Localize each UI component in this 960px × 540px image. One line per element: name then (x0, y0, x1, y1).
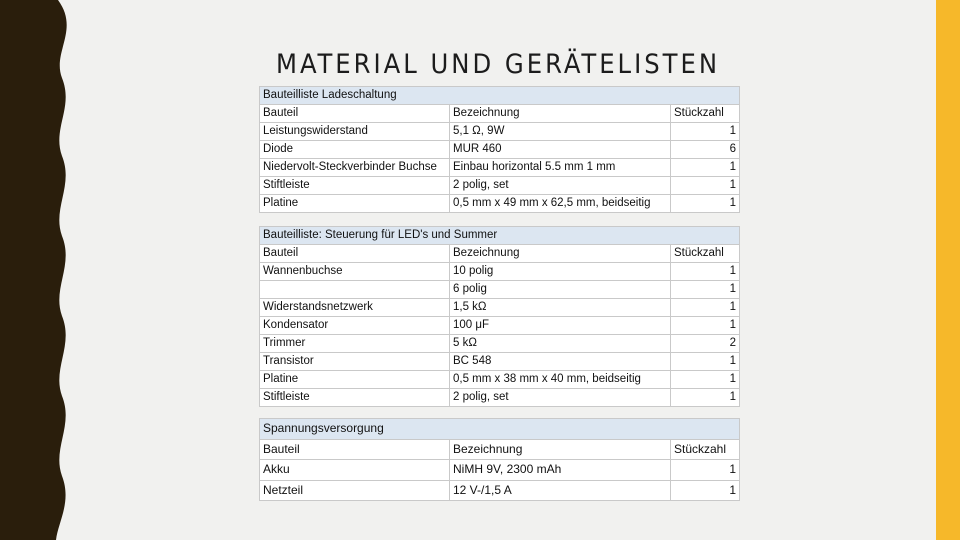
cell-stueckzahl: 1 (671, 299, 740, 317)
column-header: Bauteil (260, 439, 450, 460)
table-row (260, 317, 740, 335)
cell-bezeichnung: 0,5 mm x 38 mm x 40 mm, beidseitig (450, 371, 671, 389)
table-row (260, 281, 740, 299)
cell-stueckzahl: 1 (671, 195, 740, 213)
cell-bauteil: Transistor (260, 353, 450, 371)
table-header-row (260, 245, 740, 263)
table-header-row (260, 439, 740, 460)
cell-stueckzahl: 1 (671, 177, 740, 195)
cell-bezeichnung: 2 polig, set (450, 389, 671, 407)
table-row (260, 460, 740, 481)
table-row (260, 177, 740, 195)
cell-bezeichnung: 2 polig, set (450, 177, 671, 195)
wavy-left-decoration (0, 0, 72, 540)
table-caption-row (260, 87, 740, 105)
column-header: Bezeichnung (450, 439, 671, 460)
parts-table-power-supply (259, 418, 739, 501)
cell-bezeichnung: BC 548 (450, 353, 671, 371)
parts-table-charging-circuit (259, 86, 739, 213)
table-caption: Bauteilliste: Steuerung für LED's und Summer (260, 227, 740, 245)
cell-bezeichnung: MUR 460 (450, 141, 671, 159)
cell-bauteil (260, 281, 450, 299)
parts-table (259, 86, 740, 213)
cell-bauteil: Stiftleiste (260, 177, 450, 195)
table-caption-row (260, 419, 740, 440)
cell-bauteil: Netzteil (260, 480, 450, 501)
cell-bauteil: Wannenbuchse (260, 263, 450, 281)
cell-bezeichnung: 100 μF (450, 317, 671, 335)
column-header: Bauteil (260, 245, 450, 263)
accent-bar (936, 0, 960, 540)
table-row (260, 195, 740, 213)
cell-bezeichnung: 5 kΩ (450, 335, 671, 353)
column-header: Stückzahl (671, 439, 740, 460)
cell-bauteil: Akku (260, 460, 450, 481)
cell-stueckzahl: 1 (671, 371, 740, 389)
parts-table (259, 226, 740, 407)
column-header: Bezeichnung (450, 245, 671, 263)
parts-table-led-buzzer-control (259, 226, 739, 407)
cell-stueckzahl: 1 (671, 281, 740, 299)
cell-bezeichnung: 5,1 Ω, 9W (450, 123, 671, 141)
table-row (260, 371, 740, 389)
cell-stueckzahl: 1 (671, 123, 740, 141)
table-row (260, 389, 740, 407)
cell-bauteil: Widerstandsnetzwerk (260, 299, 450, 317)
table-caption: Spannungsversorgung (260, 419, 740, 440)
cell-bauteil: Niedervolt-Steckverbinder Buchse (260, 159, 450, 177)
parts-table (259, 418, 740, 501)
cell-stueckzahl: 6 (671, 141, 740, 159)
cell-stueckzahl: 1 (671, 389, 740, 407)
cell-stueckzahl: 1 (671, 263, 740, 281)
table-row (260, 141, 740, 159)
cell-bauteil: Stiftleiste (260, 389, 450, 407)
cell-bauteil: Platine (260, 195, 450, 213)
table-row (260, 159, 740, 177)
table-row (260, 480, 740, 501)
cell-bauteil: Platine (260, 371, 450, 389)
page-title: MATERIAL UND GERÄTELISTEN (275, 49, 720, 81)
column-header: Stückzahl (671, 105, 740, 123)
cell-stueckzahl: 1 (671, 159, 740, 177)
table-row (260, 353, 740, 371)
table-row (260, 123, 740, 141)
cell-stueckzahl: 1 (671, 480, 740, 501)
table-caption-row (260, 227, 740, 245)
column-header: Bezeichnung (450, 105, 671, 123)
table-caption: Bauteilliste Ladeschaltung (260, 87, 740, 105)
cell-bezeichnung: 6 polig (450, 281, 671, 299)
cell-bezeichnung: Einbau horizontal 5.5 mm 1 mm (450, 159, 671, 177)
cell-bauteil: Kondensator (260, 317, 450, 335)
cell-stueckzahl: 1 (671, 317, 740, 335)
table-row (260, 299, 740, 317)
column-header: Stückzahl (671, 245, 740, 263)
cell-bezeichnung: 10 polig (450, 263, 671, 281)
cell-bauteil: Leistungswiderstand (260, 123, 450, 141)
cell-stueckzahl: 1 (671, 460, 740, 481)
cell-bauteil: Diode (260, 141, 450, 159)
cell-bezeichnung: 12 V-/1,5 A (450, 480, 671, 501)
table-header-row (260, 105, 740, 123)
cell-bezeichnung: NiMH 9V, 2300 mAh (450, 460, 671, 481)
table-row (260, 335, 740, 353)
cell-bezeichnung: 1,5 kΩ (450, 299, 671, 317)
table-row (260, 263, 740, 281)
cell-bauteil: Trimmer (260, 335, 450, 353)
cell-stueckzahl: 2 (671, 335, 740, 353)
column-header: Bauteil (260, 105, 450, 123)
cell-bezeichnung: 0,5 mm x 49 mm x 62,5 mm, beidseitig (450, 195, 671, 213)
cell-stueckzahl: 1 (671, 353, 740, 371)
